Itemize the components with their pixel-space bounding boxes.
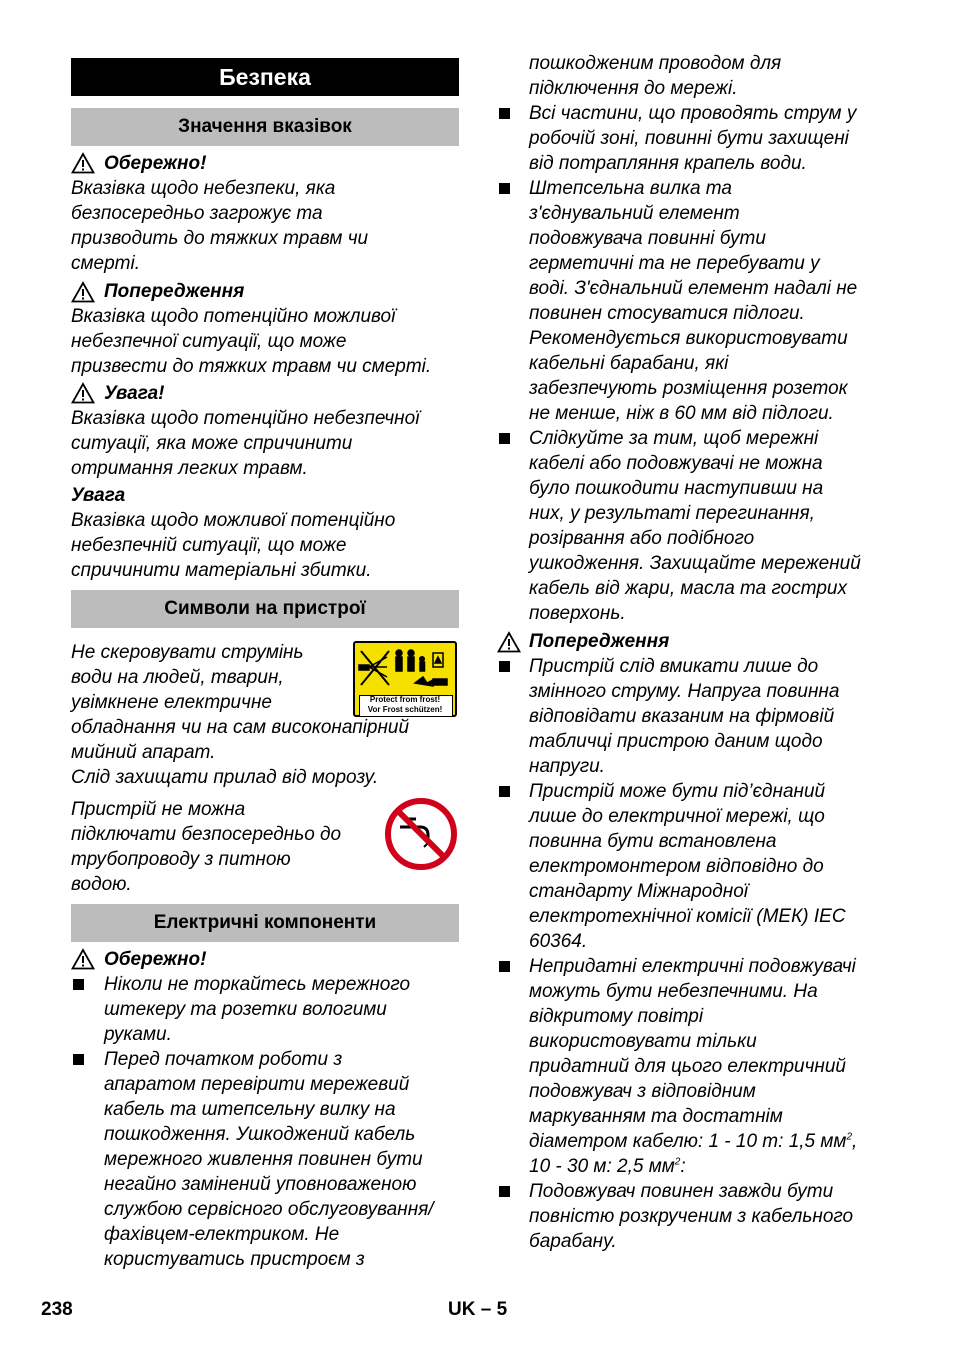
text-line: мережного живлення повинен бути [104,1149,423,1170]
text-line: табличці пристрою даним щодо [529,731,823,752]
text-line: герметичні та не перебувати у [529,253,820,274]
superscript: 2 [846,1131,852,1143]
text-line: пошкодження. Ушкоджений кабель [104,1124,416,1145]
text-line: Слідкуйте за тим, щоб мережні [529,428,819,449]
text-line: Слід захищати прилад від морозу. [71,767,379,788]
text-line: Вказівка щодо потенційно небезпечної [71,408,420,429]
text-line: напруги. [529,756,605,777]
text-line: мийний апарат. [71,742,216,763]
text-line: Ніколи не торкайтесь мережного [104,974,411,995]
text-line: кабельні барабани, які [529,353,729,374]
text-line: придатний для цього електричний [529,1056,846,1077]
text-line: безпосередньо загрожує та [71,203,323,224]
text-line [529,1154,686,1179]
no-potable-water-connection-icon [384,797,458,871]
text-line: увімкнене електричне [71,692,272,713]
text-line: кабелі або подовжувачі не можна [529,453,823,474]
text-line: робочій зоні, повинні бути захищені [529,128,849,149]
text-line: Вказівка щодо потенційно можливої [71,306,396,327]
text-line [529,1129,857,1154]
text-line: апаратом перевірити мережевий [104,1074,410,1095]
frost-label-line-1: Protect from frost! [369,695,441,704]
text-line: повинен стосуватися підлоги. [529,303,805,324]
text-line: небезпечній ситуації, що може [71,535,347,556]
bullet-icon [499,433,510,444]
section-heading-symbols: Символи на пристрої [71,590,459,628]
text-line: штекеру та розетки вологими [104,999,387,1020]
text-line: смерті. [71,253,140,274]
cable-spec-2-tail: : [680,1156,686,1177]
text-line: Пристрій слід вмикати лише до [529,656,819,677]
danger-label: Обережно! [104,949,207,970]
spray-hazard-icon [355,643,455,693]
text-line: використовувати тільки [529,1031,757,1052]
text-line: пошкодженим проводом для [529,53,782,74]
text-line: відкритому повітрі [529,1006,704,1027]
text-line: подовжувач з відповідним [529,1081,756,1102]
text-line: поверхонь. [529,603,626,624]
cable-spec-1-tail: , [852,1131,858,1152]
text-line: службою сервісного обслуговування/ [104,1199,434,1220]
text-line: не менше, ніж в 60 мм від підлоги. [529,403,834,424]
warning-triangle-icon [71,948,95,970]
text-line: руками. [104,1024,172,1045]
warning-triangle-icon [71,281,95,303]
text-line: підключення до мережі. [529,78,738,99]
cable-spec-1: діаметром кабелю: 1 - 10 m: 1,5 мм [529,1131,847,1152]
text-line: маркуванням та достатнім [529,1106,783,1127]
text-line: ушкодження. Захищайте мережений [529,553,861,574]
bullet-icon [499,961,510,972]
warning-triangle-icon [497,631,521,653]
text-line: отримання легких травм. [71,458,308,479]
warning-label: Попередження [529,631,670,652]
text-line: призвести до тяжких травм чи смерті. [71,356,432,377]
text-line: негайно замінений уповноваженою [104,1174,417,1195]
text-line: Перед початком роботи з [104,1049,343,1070]
text-line: від потрапляння крапель води. [529,153,807,174]
text-line: забезпечують розміщення розеток [529,378,848,399]
bullet-icon [499,661,510,672]
text-line: Штепсельна вилка та [529,178,732,199]
text-line: спричинити матеріальні збитки. [71,560,372,581]
text-line: електротехнічної комісії (МЕК) IEC [529,906,846,927]
text-line: повністю розкрученим з кабельного [529,1206,854,1227]
superscript: 2 [674,1156,681,1168]
text-line: кабель та штепсельну вилку на [104,1099,396,1120]
text-line: лише до електричної мережі, що [529,806,825,827]
text-line: можуть бути небезпечними. На [529,981,818,1002]
bullet-icon [73,979,84,990]
text-line: воді. З'єднальний елемент надалі не [529,278,858,299]
text-line: відповідати вказаним на фірмовій [529,706,835,727]
bullet-icon [499,786,510,797]
text-line: стандарту Міжнародної [529,881,748,902]
bullet-icon [499,183,510,194]
text-line: Рекомендується використовувати [529,328,848,349]
page-label: UK – 5 [448,1299,508,1320]
frost-label-line-2: Vor Frost schützen! [367,705,443,714]
cable-spec-2: 10 - 30 м: 2,5 мм [529,1156,675,1177]
caution-label: Увага! [104,383,165,404]
text-line: підключати безпосередньо до [71,824,342,845]
bullet-icon [499,1186,510,1197]
text-line: розірвання або подібного [529,528,755,549]
text-line: користуватись пристроєм з [104,1249,365,1270]
text-line: барабану. [529,1231,617,1252]
text-line: Вказівка щодо небезпеки, яка [71,178,336,199]
warning-triangle-icon [71,152,95,174]
text-line: них, у результаті перегинання, [529,503,815,524]
text-line: води на людей, тварин, [71,667,284,688]
text-line: Всі частини, що проводять струм у [529,103,857,124]
device-warning-label [353,641,457,717]
text-line: Пристрій не можна [71,799,246,820]
text-line: було пошкодити наступивши на [529,478,824,499]
danger-label: Обережно! [104,153,207,174]
page-number: 238 [41,1299,73,1320]
warning-label: Попередження [104,281,245,302]
text-line: Не скеровувати струмінь [71,642,304,663]
text-line: обладнання чи на сам високонапірний [71,717,410,738]
text-line: з'єднувальний елемент [529,203,740,224]
bullet-icon [73,1054,84,1065]
text-line: Подовжувач повинен завжди бути [529,1181,834,1202]
page-title: Безпека [71,58,459,96]
text-line: 60364. [529,931,588,952]
text-line: подовжувача повинні бути [529,228,766,249]
text-line: призводить до тяжких травм чи [71,228,369,249]
text-line: фахівцем-електриком. Не [104,1224,340,1245]
text-line: Вказівка щодо можливої потенційно [71,510,396,531]
text-line: небезпечної ситуації, що може [71,331,347,352]
text-line: трубопроводу з питною [71,849,291,870]
text-line: змінного струму. Напруга повинна [529,681,840,702]
warning-triangle-icon [71,382,95,404]
text-line: кабель від жари, масла та гострих [529,578,847,599]
section-heading-notes: Значення вказівок [71,108,459,146]
text-line: електромонтером відповідно до [529,856,824,877]
text-line: ситуації, яка може спричинити [71,433,353,454]
bullet-icon [499,108,510,119]
text-line: Пристрій може бути під’єднаний [529,781,826,802]
section-heading-electrical: Електричні компоненти [71,904,459,942]
text-line: водою. [71,874,132,895]
attention-label: Увага [71,485,126,506]
text-line: повинна бути встановлена [529,831,777,852]
text-line: Непридатні електричні подовжувачі [529,956,856,977]
